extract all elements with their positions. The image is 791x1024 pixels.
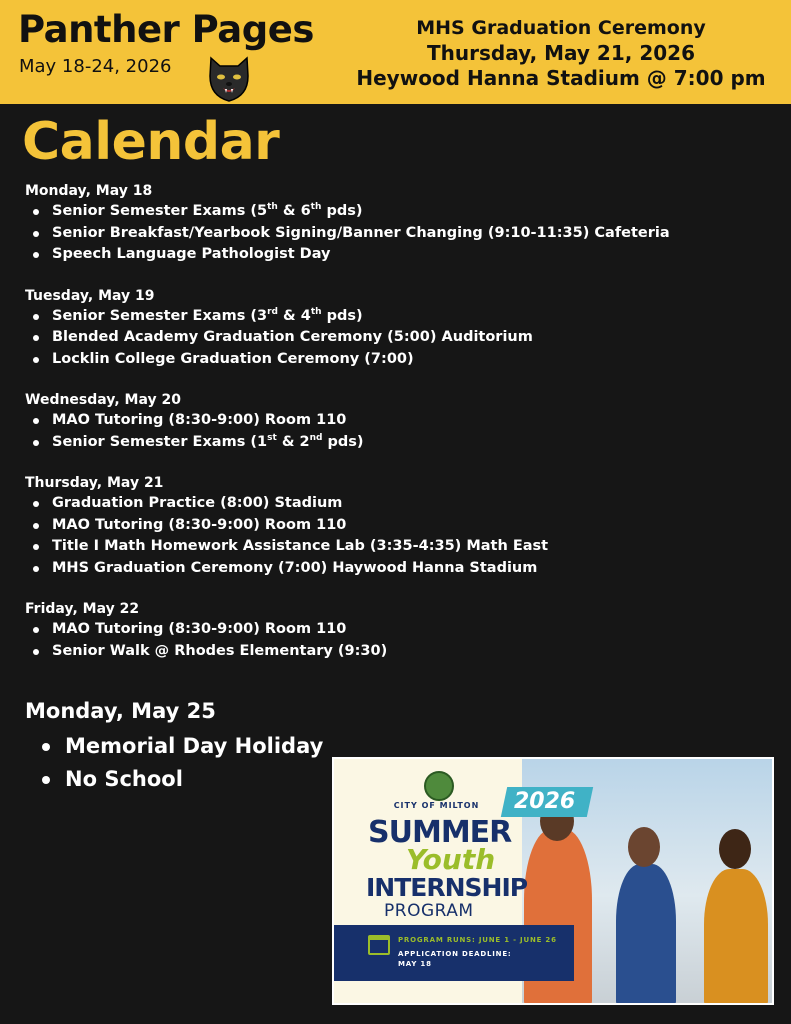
day-title: Tuesday, May 19 [25,287,155,304]
event-item: MHS Graduation Ceremony (7:00) Haywood Hanna Stadium [25,558,725,580]
student-figure [616,864,676,1005]
day-tuesday [25,286,725,371]
flyer-internship: INTERNSHIP [366,873,528,902]
holiday-item: Memorial Day Holiday [25,730,323,763]
day-title: Monday, May 18 [25,183,153,199]
internship-flyer-image [332,757,774,1005]
calendar-heading: Calendar [22,112,280,172]
day-friday [25,599,725,662]
day-title: Friday, May 22 [25,601,140,617]
deadline-label: APPLICATION DEADLINE: [398,950,512,958]
panther-mascot-icon [206,52,252,102]
header-banner [0,0,791,104]
event-item: MAO Tutoring (8:30-9:00) Room 110 [25,515,725,537]
event-item: Senior Semester Exams (5th & 6th pds) [25,201,725,223]
event-item: MAO Tutoring (8:30-9:00) Room 110 [25,410,725,432]
event-item: Senior Breakfast/Yearbook Signing/Banner Changing (9:10-11:35) Cafeteria [25,223,725,245]
city-seal-icon [424,771,454,801]
day-wednesday [25,390,725,453]
flyer-youth: Youth [406,843,496,876]
day-title: Wednesday, May 20 [25,392,181,408]
graduation-announcement [346,16,776,91]
holiday-title: Monday, May 25 [25,699,216,723]
event-item: Blended Academy Graduation Ceremony (5:00) Auditorium [25,327,725,349]
event-item: Graduation Practice (8:00) Stadium [25,493,725,515]
event-item: MAO Tutoring (8:30-9:00) Room 110 [25,619,725,641]
calendar-days [25,181,725,682]
program-runs: PROGRAM RUNS: JUNE 1 - JUNE 26 [398,936,557,944]
holiday-section [25,696,323,796]
calendar-icon [368,935,390,955]
deadline-date: MAY 18 [398,960,432,968]
newsletter-title: Panther Pages [18,8,314,51]
flyer-city: CITY OF MILTON [393,801,480,810]
announcement-date: Thursday, May 21, 2026 [427,41,695,65]
student-head [719,829,751,869]
event-item: Senior Semester Exams (1st & 2nd pds) [25,432,725,454]
flyer-summer: SUMMER [368,815,512,850]
event-item: Title I Math Homework Assistance Lab (3:35-4:35) Math East [25,536,725,558]
event-item: Locklin College Graduation Ceremony (7:00) [25,349,725,371]
day-title: Thursday, May 21 [25,475,164,491]
holiday-item: No School [25,763,323,796]
flyer-year: 2026 [514,789,576,814]
announcement-location: Heywood Hanna Stadium @ 7:00 pm [356,66,766,90]
day-thursday [25,473,725,579]
event-item: Senior Semester Exams (3rd & 4th pds) [25,306,725,328]
announcement-title: MHS Graduation Ceremony [416,17,706,39]
day-monday [25,181,725,266]
student-figure [704,869,768,1005]
event-item: Senior Walk @ Rhodes Elementary (9:30) [25,641,725,663]
application-deadline [398,949,512,969]
newsletter-date-range: May 18-24, 2026 [19,56,172,77]
flyer-program: PROGRAM [384,901,474,921]
student-head [628,827,660,867]
event-item: Speech Language Pathologist Day [25,244,725,266]
